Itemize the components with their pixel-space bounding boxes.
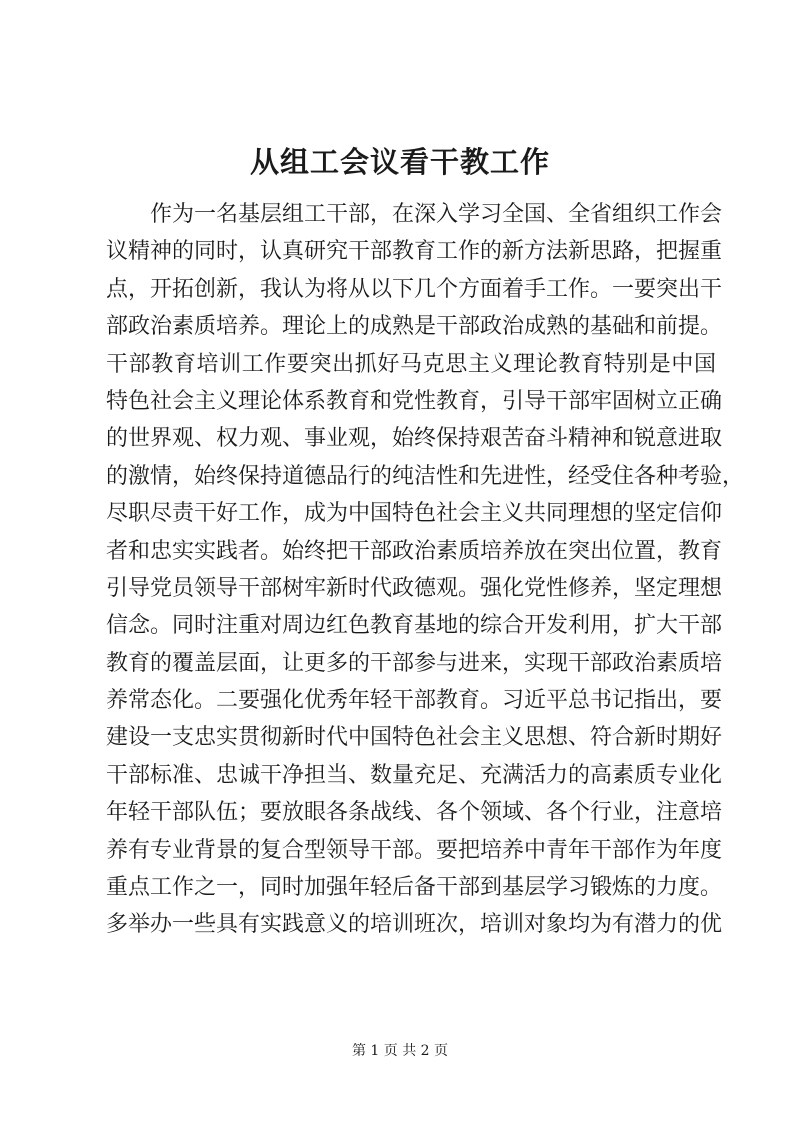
body-line: 干部标准、忠诚干净担当、数量充足、充满活力的高素质专业化 (106, 762, 723, 788)
page-number-footer: 第 1 页 共 2 页 (351, 1043, 449, 1059)
body-line: 干部教育培训工作要突出抓好马克思主义理论教育特别是中国 (106, 351, 716, 377)
body-line: 的激情，始终保持道德品行的纯洁性和先进性，经受住各种考验， (106, 463, 745, 489)
body-line: 者和忠实实践者。始终把干部政治素质培养放在突出位置，教育 (106, 538, 723, 564)
body-line: 重点工作之一，同时加强年轻后备干部到基层学习锻炼的力度。 (106, 875, 723, 901)
body-line: 特色社会主义理论体系教育和党性教育，引导干部牢固树立正确 (106, 388, 723, 414)
body-line: 引导党员领导干部树牢新时代政德观。强化党性修养，坚定理想 (106, 575, 723, 601)
body-line: 多举办一些具有实践意义的培训班次，培训对象均为有潜力的优 (106, 912, 723, 938)
body-line: 的世界观、权力观、事业观，始终保持艰苦奋斗精神和锐意进取 (106, 426, 723, 452)
body-line: 教育的覆盖层面，让更多的干部参与进来，实现干部政治素质培 (106, 650, 723, 676)
body-line: 信念。同时注重对周边红色教育基地的综合开发利用，扩大干部 (106, 613, 723, 639)
body-line: 作为一名基层组工干部，在深入学习全国、全省组织工作会 (150, 202, 723, 227)
body-line: 养有专业背景的复合型领导干部。要把培养中青年干部作为年度 (106, 837, 723, 863)
body-line: 部政治素质培养。理论上的成熟是干部政治成熟的基础和前提。 (106, 314, 723, 340)
body-line: 尽职尽责干好工作，成为中国特色社会主义共同理想的坚定信仰 (106, 501, 723, 527)
body-line: 议精神的同时，认真研究干部教育工作的新方法新思路，把握重 (106, 239, 723, 265)
document-body (106, 196, 745, 944)
body-line: 年轻干部队伍；要放眼各条战线、各个领域、各个行业，注意培 (106, 800, 723, 826)
body-line: 养常态化。二要强化优秀年轻干部教育。习近平总书记指出，要 (106, 688, 723, 714)
body-line: 点，开拓创新，我认为将从以下几个方面着手工作。一要突出干 (106, 276, 723, 302)
document-title: 从组工会议看干教工作 (249, 145, 550, 179)
body-line: 建设一支忠实贯彻新时代中国特色社会主义思想、符合新时期好 (106, 725, 723, 751)
